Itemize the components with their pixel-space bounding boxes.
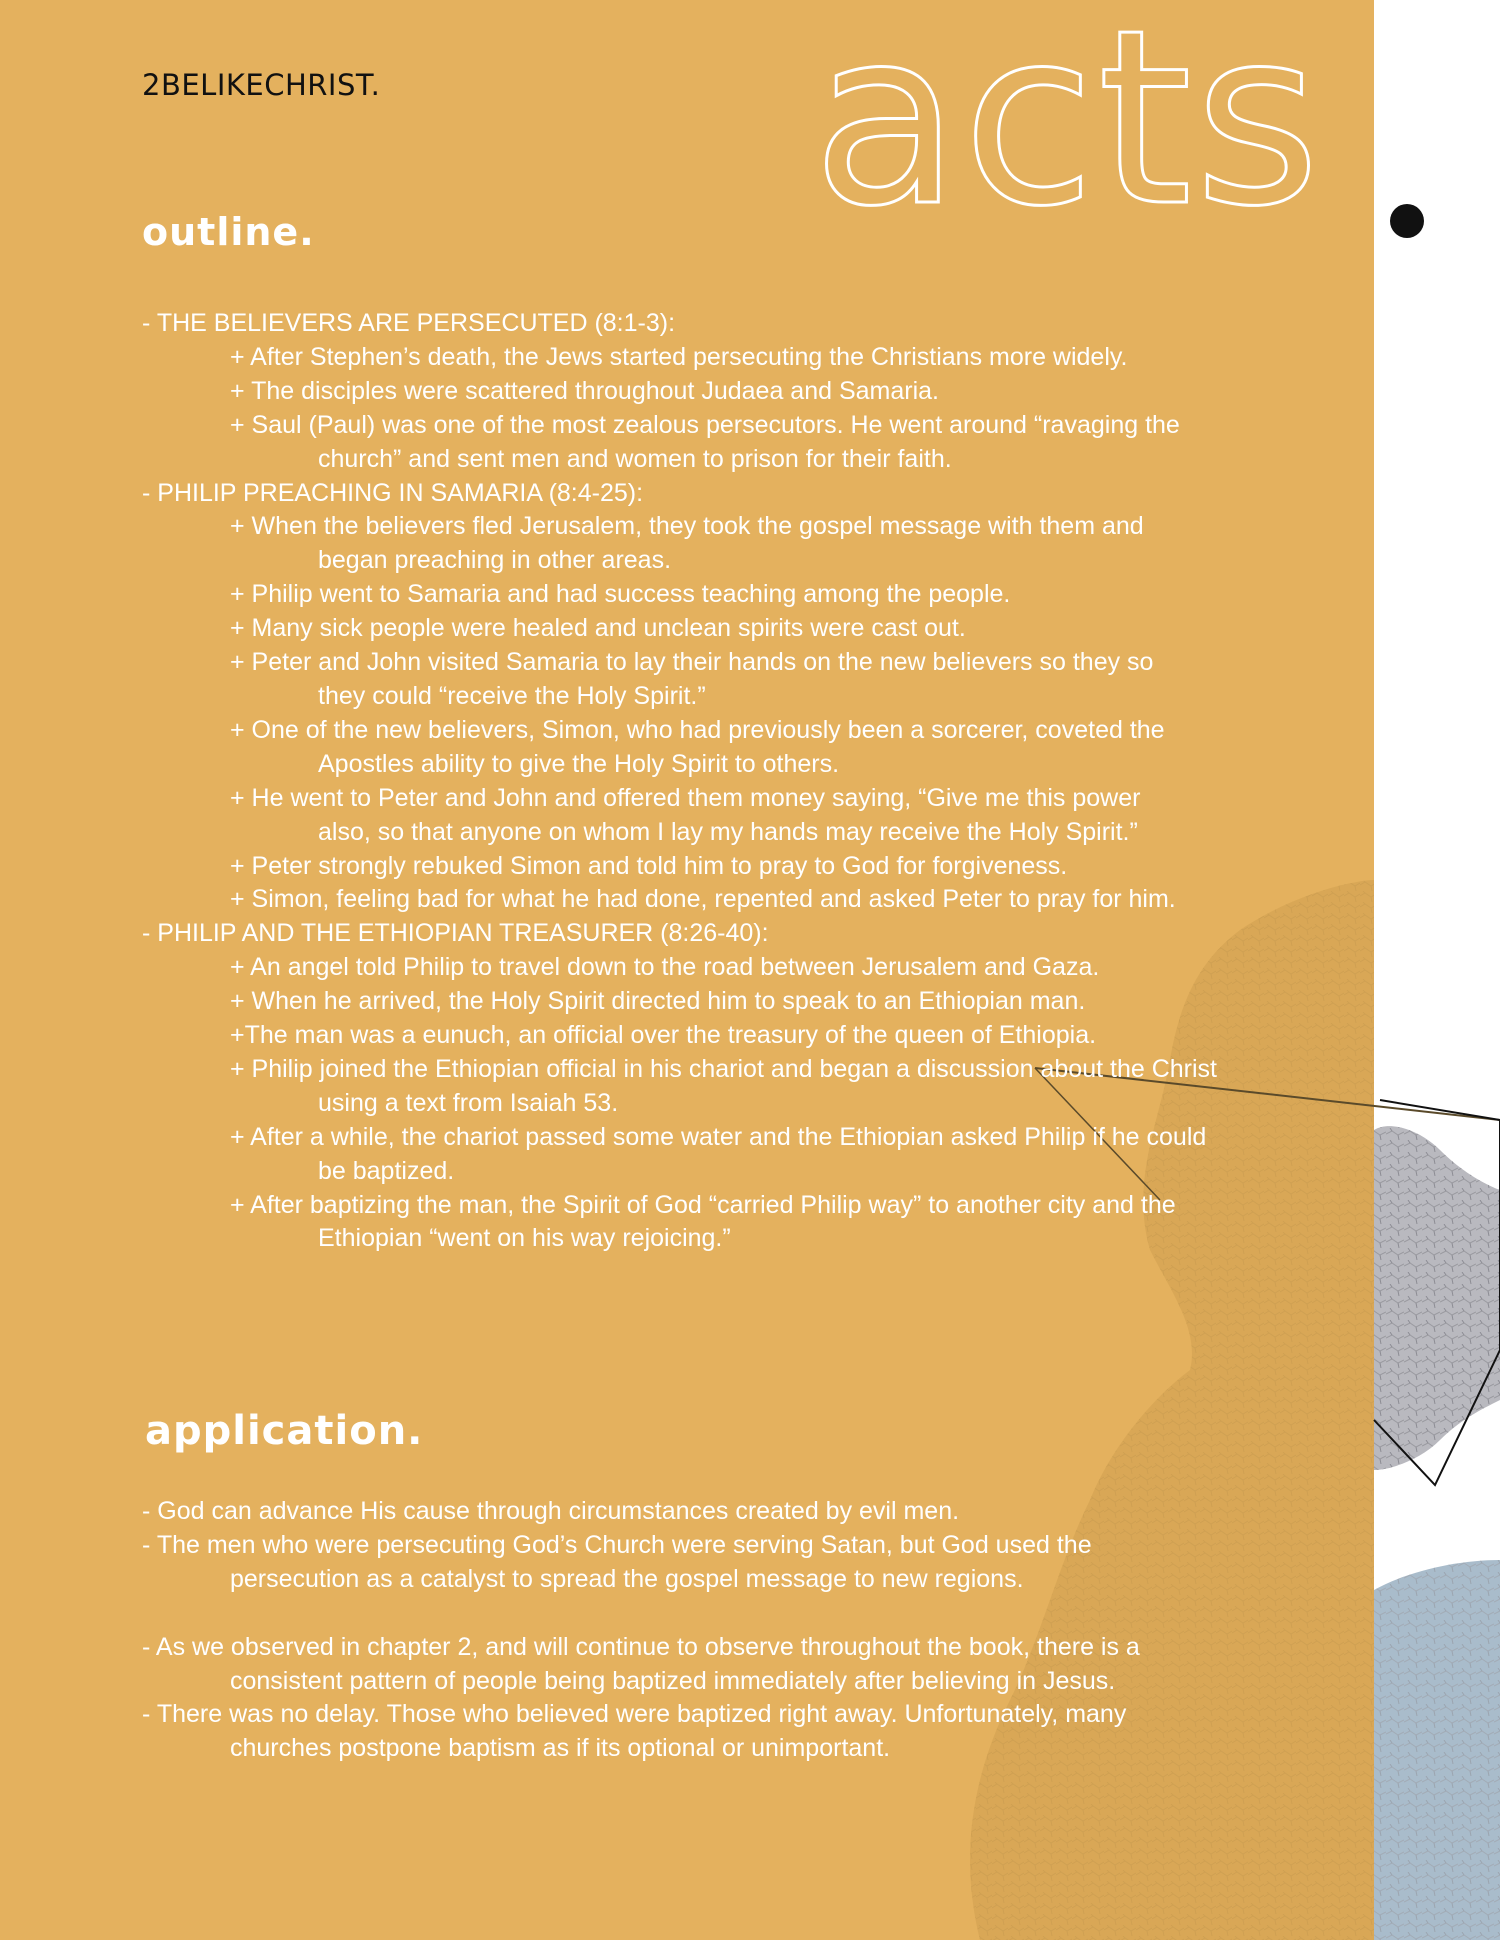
outline-line: - PHILIP PREACHING IN SAMARIA (8:4-25): bbox=[142, 478, 644, 507]
outline-line: + Many sick people were healed and unclean spirits were cast out. bbox=[230, 614, 966, 643]
outline-line: they could “receive the Holy Spirit.” bbox=[318, 681, 706, 710]
outline-line: Ethiopian “went on his way rejoicing.” bbox=[318, 1224, 731, 1253]
outline-line: church” and sent men and women to prison for their faith. bbox=[318, 444, 952, 473]
outline-line: + After a while, the chariot passed some water and the Ethiopian asked Philip if he could bbox=[230, 1122, 1207, 1151]
page-title: acts bbox=[812, 0, 1323, 260]
application-line: consistent pattern of people being baptized immediately after believing in Jesus. bbox=[230, 1666, 1116, 1695]
application-line: - There was no delay. Those who believed were baptized right away. Unfortunately, many bbox=[142, 1700, 1127, 1729]
outline-line: - PHILIP AND THE ETHIOPIAN TREASURER (8:26-40): bbox=[142, 919, 769, 948]
application-line: - As we observed in chapter 2, and will continue to observe throughout the book, there is a bbox=[142, 1632, 1140, 1661]
outline-line: + Philip joined the Ethiopian official in his chariot and began a discussion about the Christ bbox=[230, 1054, 1217, 1083]
outline-line: + Simon, feeling bad for what he had done, repented and asked Peter to pray for him. bbox=[230, 885, 1176, 914]
outline-line: + The disciples were scattered throughout Judaea and Samaria. bbox=[230, 376, 939, 405]
outline-line: using a text from Isaiah 53. bbox=[318, 1088, 619, 1117]
outline-line: Apostles ability to give the Holy Spirit to others. bbox=[318, 749, 840, 778]
outline-line: + Philip went to Samaria and had success teaching among the people. bbox=[230, 580, 1011, 609]
application-line: - The men who were persecuting God’s Church were serving Satan, but God used the bbox=[142, 1530, 1092, 1559]
outline-heading: outline. bbox=[142, 210, 315, 254]
brand-logo[interactable]: 2BELIKECHRIST. bbox=[142, 68, 381, 102]
outline-line: + He went to Peter and John and offered them money saying, “Give me this power bbox=[230, 783, 1141, 812]
title-dot-icon bbox=[1390, 204, 1424, 238]
outline-line: + One of the new believers, Simon, who had previously been a sorcerer, coveted the bbox=[230, 715, 1165, 744]
outline-line: + An angel told Philip to travel down to the road between Jerusalem and Gaza. bbox=[230, 953, 1100, 982]
application-line: - God can advance His cause through circumstances created by evil men. bbox=[142, 1497, 960, 1525]
application-list bbox=[142, 1495, 1292, 1766]
outline-line: + Peter and John visited Samaria to lay their hands on the new believers so they so bbox=[230, 648, 1154, 677]
outline-line: be baptized. bbox=[318, 1156, 455, 1185]
application-line bbox=[142, 1597, 1292, 1631]
outline-line: +The man was a eunuch, an official over the treasury of the queen of Ethiopia. bbox=[230, 1021, 1097, 1050]
outline-line: + After baptizing the man, the Spirit of God “carried Philip way” to another city and the bbox=[230, 1190, 1176, 1219]
outline-line: + Peter strongly rebuked Simon and told him to pray to God for forgiveness. bbox=[230, 851, 1068, 880]
outline-line: + When the believers fled Jerusalem, they took the gospel message with them and bbox=[230, 512, 1144, 541]
outline-line: began preaching in other areas. bbox=[318, 546, 672, 575]
outline-line: + When he arrived, the Holy Spirit directed him to speak to an Ethiopian man. bbox=[230, 987, 1086, 1016]
outline-line: also, so that anyone on whom I lay my hands may receive the Holy Spirit.” bbox=[318, 817, 1138, 846]
outline-line: + After Stephen’s death, the Jews started persecuting the Christians more widely. bbox=[230, 342, 1128, 371]
outline-line: - THE BELIEVERS ARE PERSECUTED (8:1-3): bbox=[142, 309, 676, 337]
application-line: persecution as a catalyst to spread the gospel message to new regions. bbox=[230, 1564, 1024, 1593]
outline-list bbox=[142, 307, 1292, 1256]
application-heading: application. bbox=[145, 1408, 424, 1454]
outline-line: + Saul (Paul) was one of the most zealous persecutors. He went around “ravaging the bbox=[230, 410, 1180, 439]
application-line: churches postpone baptism as if its optional or unimportant. bbox=[230, 1734, 891, 1763]
